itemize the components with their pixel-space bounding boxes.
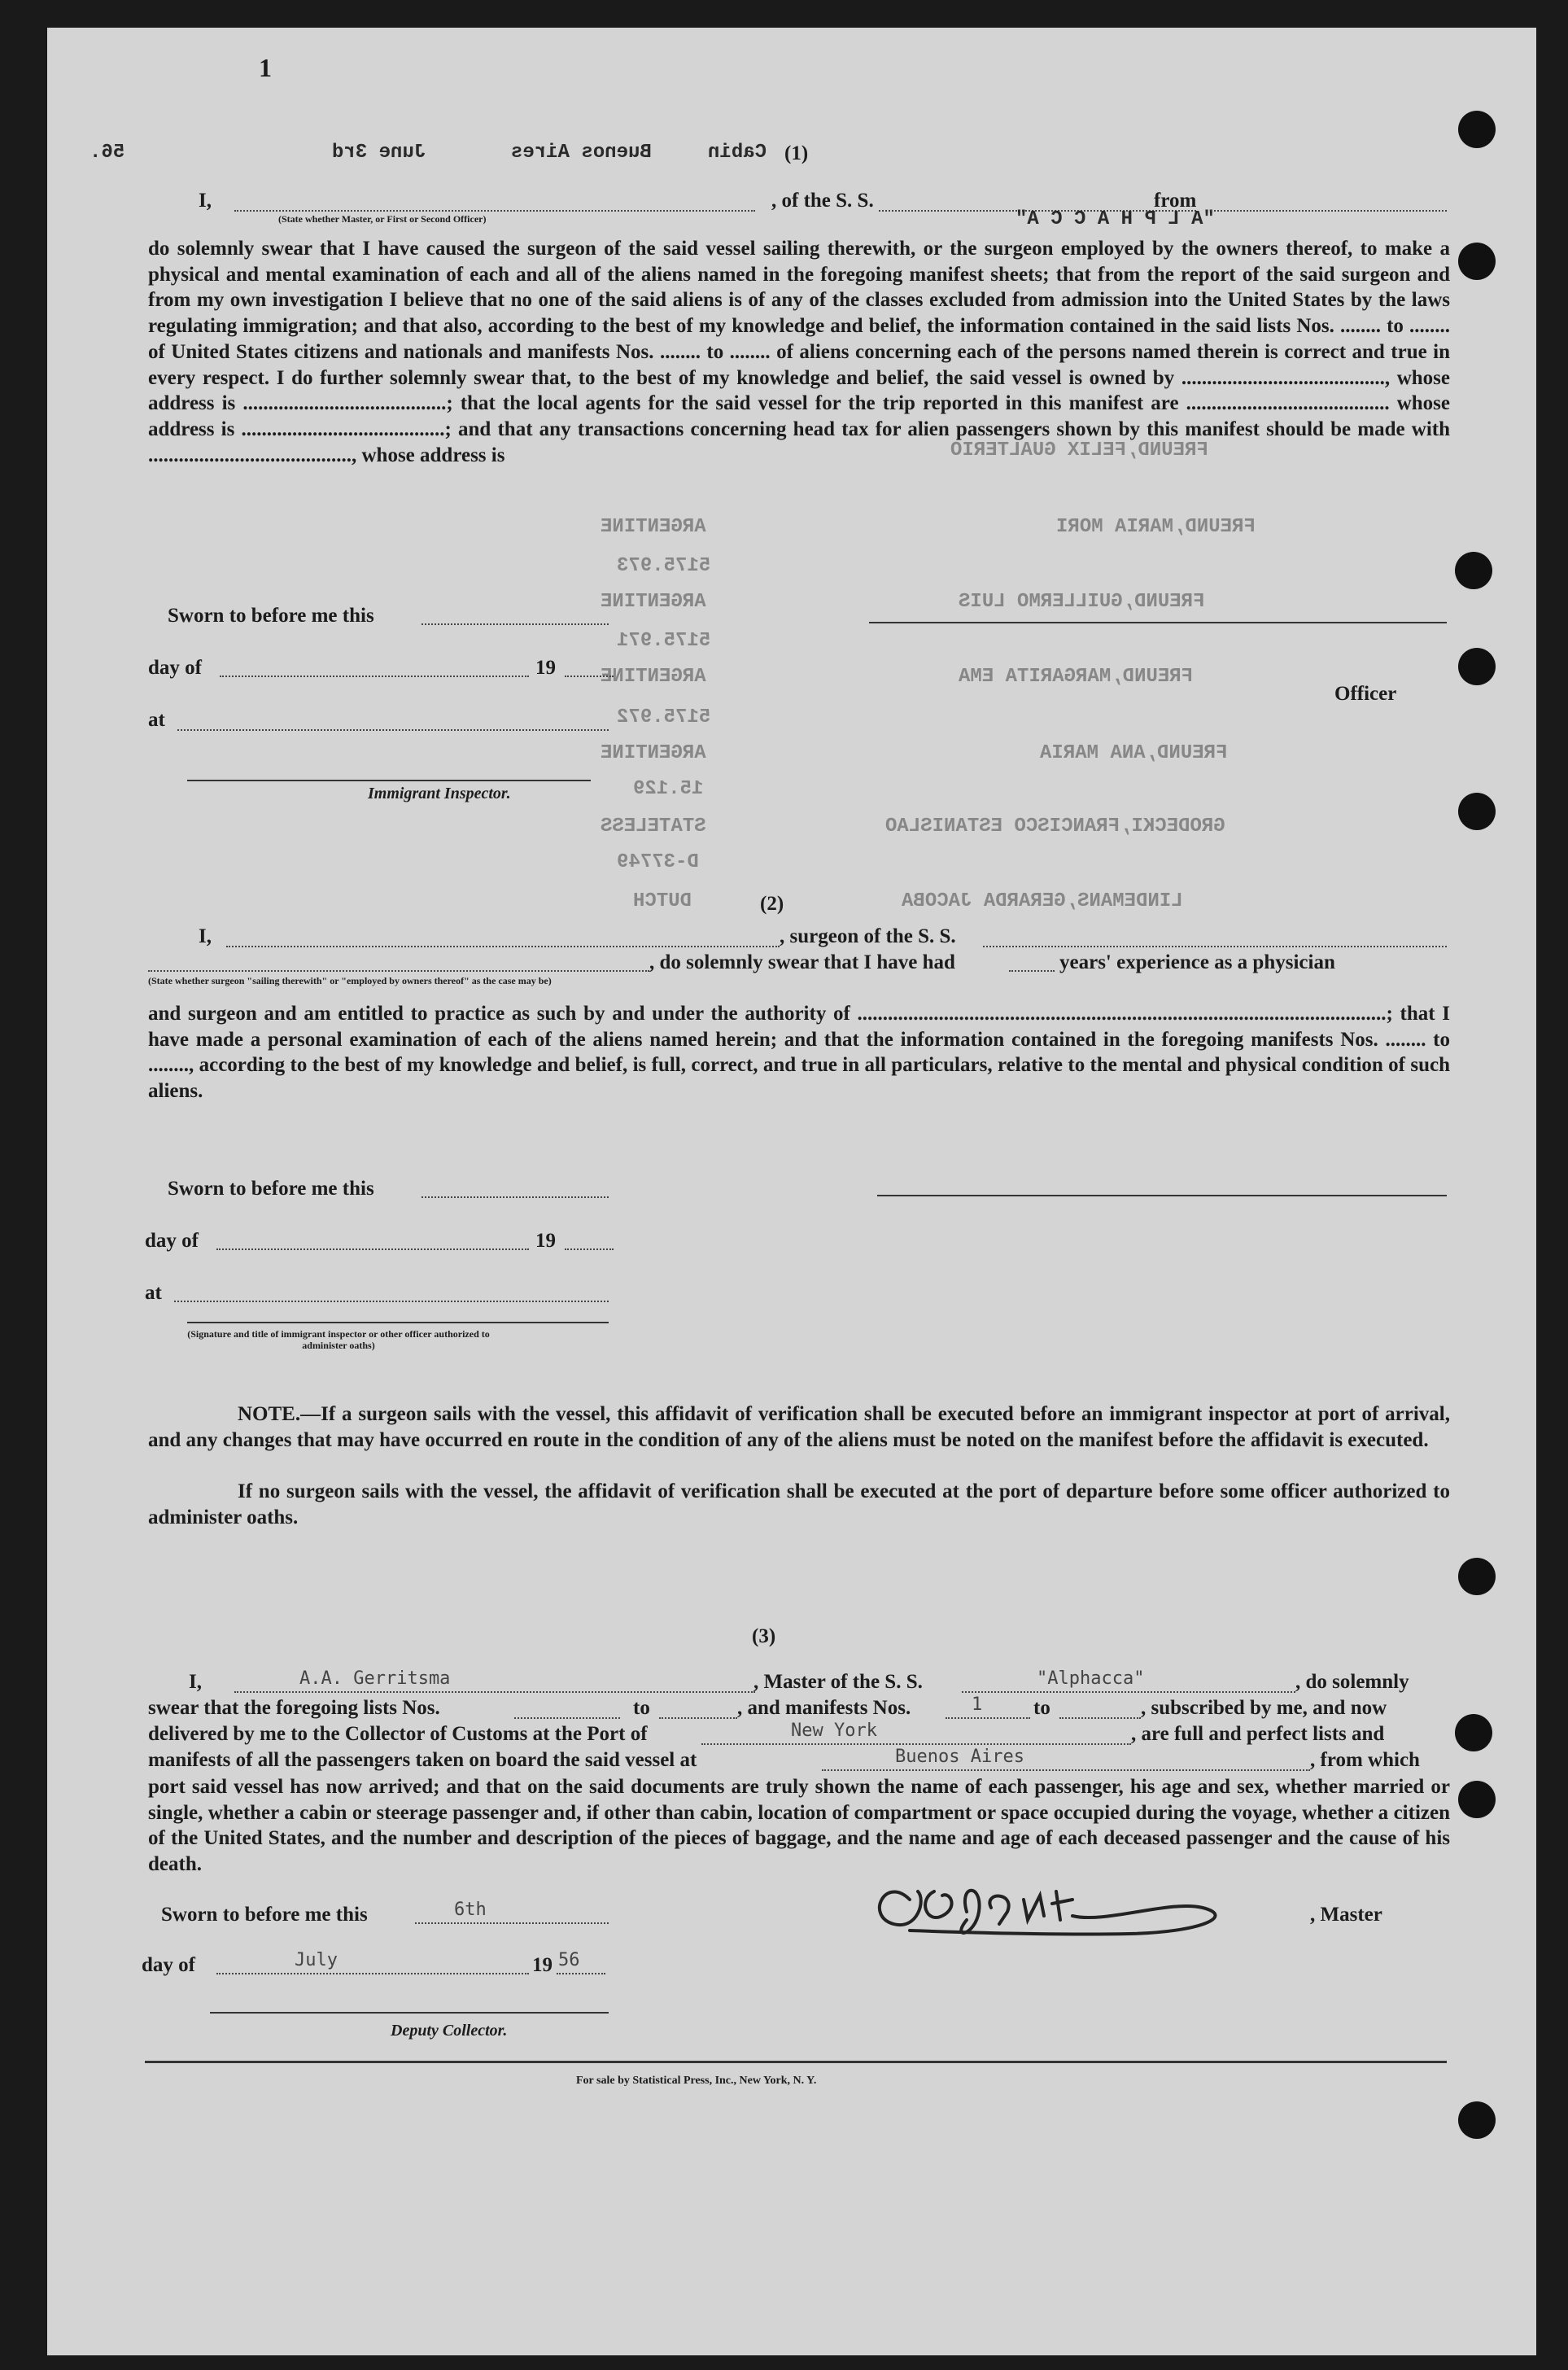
section2-number: (2) [760, 893, 784, 915]
bleed-name: FREUND,MARIA MORI [1056, 516, 1256, 538]
bleed-name: FREUND,GUILLERMO LUIS [959, 591, 1205, 613]
day-line-2 [216, 1248, 529, 1250]
section3-number: (3) [752, 1625, 776, 1647]
bleed-nationality: ARGENTINE [601, 516, 706, 538]
from-label: from [1154, 190, 1197, 212]
punch-hole [1455, 552, 1492, 589]
master-name: A.A. Gerritsma [299, 1668, 451, 1689]
at-line-1 [177, 729, 609, 731]
lists-to: to [633, 1697, 650, 1719]
surgeon-ship-line [983, 946, 1447, 947]
bleed-nationality: D-37749 [617, 851, 699, 873]
section3-i: I, [189, 1671, 202, 1693]
surgeon-sign-line [877, 1195, 1447, 1196]
from-port: Buenos Aires [895, 1747, 1024, 1767]
section1-paragraph: do solemnly swear that I have caused the surgeon of the said vessel sailing therewith, or the surgeon employed by the owners thereof, to make a physical and mental examination of each and all of the aliens named in the foregoing manifest sheets; that from the report of the said surgeon and from my own investigation I believe that no one of the said aliens is of any of the classes excluded from admission into the United States by the laws regulating immigration; and that also, according to the best of my knowledge and belief, the information contained in the said lists Nos. ........ to ........ of United States citizens and nationals and manifests Nos. ........ to ........ of aliens concerning each of the persons named therein is correct and true in every respect. I do further solemnly swear that, to the best of my knowledge and belief, the said vessel is owned by ........................................, whose address is ........................................; that the local agents for the said vessel for the trip reported in this manifest are ........................................ whose address is ........................................; and that any transactions concerning head tax for alien passengers shown by this manifest should be made with ........................................, whose address is [148, 238, 1450, 466]
sworn-label-3: Sworn to before me this [161, 1904, 368, 1926]
lists-text: swear that the foregoing lists Nos. [148, 1697, 440, 1719]
of-ss-label: , of the S. S. [771, 190, 874, 212]
bleed-nationality: ARGENTINE [601, 666, 706, 688]
ship-line-3 [962, 1691, 1295, 1693]
section3-paragraph: port said vessel has now arrived; and that on the said documents are truly shown the name of each passenger, his age and sex, whether married or single, whether a cabin or steerage passenger and, if other than cabin, location of compartment or space occupied during the voyage, whether a citizen of the United States, and the number and description of the pieces of baggage, and the name and age of each deceased passenger and the cause of his death. [148, 1776, 1450, 1876]
surgeon-swear-text: , do solemnly swear that I have had [649, 951, 955, 973]
bleed-nationality: ARGENTINE [601, 591, 706, 613]
day-of-label-1: day of [148, 657, 202, 679]
punch-hole [1455, 1714, 1492, 1751]
bleed-name: FREUND,FELIX GUALTERIO [950, 439, 1208, 461]
day-of-label-3: day of [142, 1954, 195, 1976]
officer-rank-note: (State whether Master, or First or Second Officer) [278, 213, 487, 225]
bleed-nationality: STATELESS [601, 816, 706, 837]
bleed-nationality: DUTCH [633, 890, 692, 912]
manifests-text: , and manifests Nos. [737, 1697, 911, 1719]
manifests-to-line [1059, 1717, 1141, 1719]
sworn-line-2 [421, 1196, 609, 1198]
deputy-line [210, 2012, 609, 2014]
sheet-number: 1 [259, 53, 272, 82]
footer-publisher: For sale by Statistical Press, Inc., New York, N. Y. [576, 2075, 817, 2087]
punch-hole [1458, 243, 1496, 280]
lists-to-line [659, 1717, 737, 1719]
officer-label: Officer [1334, 683, 1397, 705]
from-port-line [822, 1769, 1310, 1771]
day-line-1 [220, 676, 529, 677]
sworn-line-1 [421, 623, 609, 625]
manifests-to: to [1033, 1697, 1050, 1719]
section2-paragraph: and surgeon and am entitled to practice as such by and under the authority of ........................................................................................................; that I have made a personal examination of each of the aliens named herein; and that the information contained in the foregoing manifests Nos. ........ to ........, according to the best of my knowledge and belief, is full, correct, and true in all particulars, relative to the mental and physical condition of such aliens. [148, 1003, 1450, 1103]
note-paragraph [148, 1401, 1450, 1453]
note-label: NOTE. [238, 1403, 301, 1425]
officer-name-line [234, 210, 755, 212]
officer-sign-line [869, 622, 1447, 623]
punch-hole [1458, 793, 1496, 830]
bleed-name: FREUND,MARGARITA EMA [959, 666, 1194, 688]
year-prefix-3: 19 [532, 1954, 553, 1976]
port-line [701, 1743, 1131, 1745]
bleed-ship-name: "A L P H A C C A" [1015, 208, 1215, 230]
bleed-name: FREUND,ANA MARIA [1040, 742, 1228, 764]
master-signature [861, 1867, 1284, 1948]
inspector-line-1 [187, 780, 591, 781]
surgeon-name-line [226, 946, 780, 947]
sworn-line-3 [415, 1922, 609, 1924]
years-experience-label: years' experience as a physician [1059, 951, 1335, 973]
years-line [1009, 970, 1055, 972]
surgeon-status-note: (State whether surgeon "sailing therewith" or "employed by owners thereof" as the case may be) [148, 975, 552, 986]
subscribed-text: , subscribed by me, and now [1141, 1697, 1387, 1719]
bleed-nationality: 5175.973 [617, 555, 711, 577]
day-of-label-2: day of [145, 1230, 199, 1252]
bleed-name: GRODECKI,FRANCISCO ESTANISLAO [885, 816, 1225, 837]
year-prefix-2: 19 [535, 1230, 556, 1252]
year-line-2 [565, 1248, 614, 1250]
officer-line-2 [187, 1322, 609, 1323]
sworn-label-2: Sworn to before me this [168, 1178, 374, 1200]
do-solemnly-label: , do solemnly [1295, 1671, 1409, 1693]
immigrant-inspector-label: Immigrant Inspector. [368, 785, 511, 802]
bleed-header-date: June 3rd [332, 142, 426, 164]
at-line-2 [174, 1301, 609, 1302]
year-line-1 [565, 676, 614, 677]
at-label-2: at [145, 1282, 162, 1304]
signature-title-note: (Signature and title of immigrant inspector or other officer authorized to administer oaths) [187, 1328, 490, 1351]
deputy-collector-label: Deputy Collector. [391, 2022, 508, 2040]
note-text: —If a surgeon sails with the vessel, this affidavit of verification shall be executed before an immigrant inspector at port of arrival, and any changes that may have occurred en route in the condition of any of the aliens must be noted on the manifest before the affidavit is executed. [148, 1403, 1450, 1451]
from-which-text: , from which [1310, 1749, 1420, 1771]
manifests-all-text: manifests of all the passengers taken on board the said vessel at [148, 1749, 697, 1771]
year: 56 [558, 1950, 580, 1970]
delivered-text: delivered by me to the Collector of Customs at the Port of [148, 1723, 648, 1745]
sworn-label-1: Sworn to before me this [168, 605, 374, 627]
punch-hole [1458, 648, 1496, 685]
bleed-nationality: 5175.971 [617, 630, 711, 652]
sworn-day: 6th [454, 1900, 487, 1920]
note-paragraph-2: If no surgeon sails with the vessel, the affidavit of verification shall be executed at the port of departure before some officer authorized to administer oaths. [148, 1480, 1450, 1528]
punch-hole [1458, 1781, 1496, 1818]
section1-number: (1) [784, 142, 809, 164]
month: July [295, 1950, 338, 1970]
surgeon-status-line [148, 970, 649, 972]
bleed-nationality: 15.129 [633, 778, 704, 800]
master-of-label: , Master of the S. S. [753, 1671, 923, 1693]
at-label-1: at [148, 709, 165, 731]
section2-i: I, [199, 925, 212, 947]
master-label: , Master [1310, 1904, 1382, 1926]
master-name-line [234, 1691, 755, 1693]
footer-rule [145, 2061, 1447, 2063]
bleed-header-class: Cabin [708, 142, 767, 164]
lists-from-line [514, 1717, 620, 1719]
port-name: New York [791, 1721, 877, 1741]
manifests-from-line [946, 1717, 1030, 1719]
manifest-from: 1 [972, 1694, 983, 1715]
from-line [1211, 210, 1447, 212]
bleed-nationality: ARGENTINE [601, 742, 706, 764]
full-perfect-text: , are full and perfect lists and [1131, 1723, 1385, 1745]
bleed-header-port: Buenos Aires [511, 142, 652, 164]
surgeon-of-label: , surgeon of the S. S. [780, 925, 956, 947]
bleed-name: LINDEMANS,GERARDA JACOBA [902, 890, 1183, 912]
bleed-header-left: 56. [90, 142, 125, 164]
day-line-3 [216, 1973, 529, 1974]
year-prefix-1: 19 [535, 657, 556, 679]
punch-hole [1458, 111, 1496, 148]
punch-hole [1458, 1558, 1496, 1595]
section1-i: I, [199, 190, 212, 212]
punch-hole [1458, 2101, 1496, 2139]
year-line-3 [557, 1973, 605, 1974]
manifest-page [47, 28, 1536, 2355]
bleed-nationality: 5175.972 [617, 706, 711, 728]
ship-name: "Alphacca" [1037, 1668, 1145, 1689]
